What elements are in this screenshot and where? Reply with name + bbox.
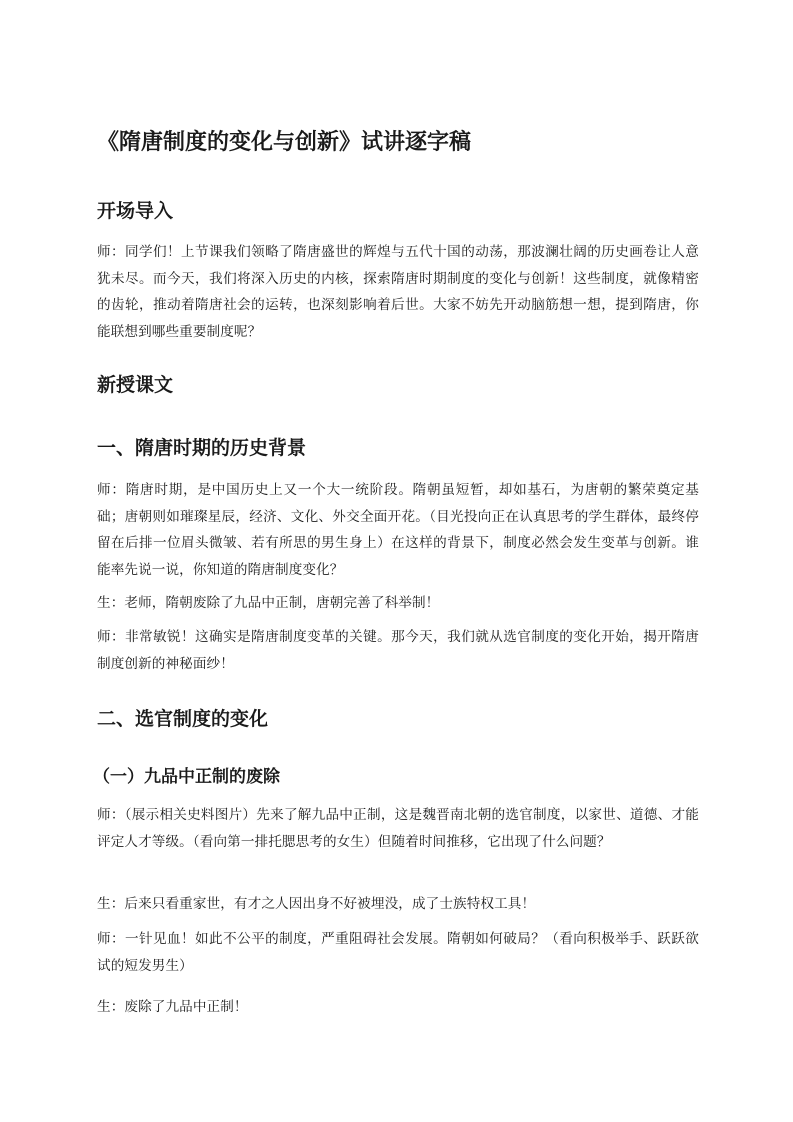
paragraph-s2-teacher-2: 师：一针见血！如此不公平的制度，严重阻碍社会发展。隋朝如何破局？（看向积极举手、跃跃欲试的短发男生） [97,931,699,974]
heading-new-lesson: 新授课文 [97,374,174,396]
paragraph-s1-teacher-1: 师：隋唐时期，是中国历史上又一个大一统阶段。隋朝虽短暂，却如基石，为唐朝的繁荣奠定基础；唐朝则如璀璨星辰，经济、文化、外交全面开花。（目光投向正在认真思考的学生群体，最终停留在后排一位眉头微皱、若有所思的男生身上）在这样的背景下，制度必然会发生变革与创新。谁能率先说一说，你知道的隋唐制度变化？ [97,482,699,578]
paragraph-intro: 师：同学们！上节课我们领略了隋唐盛世的辉煌与五代十国的动荡，那波澜壮阔的历史画卷让人意犹未尽。而今天，我们将深入历史的内核，探索隋唐时期制度的变化与创新！这些制度，就像精密的齿轮，推动着隋唐社会的运转，也深刻影响着后世。大家不妨先开动脑筋想一想，提到隋唐，你能联想到哪些重要制度呢？ [97,244,699,340]
heading-section-1: 一、隋唐时期的历史背景 [97,437,307,459]
paragraph-s2-teacher-1: 师：（展示相关史料图片）先来了解九品中正制，这是魏晋南北朝的选官制度，以家世、道德、才能评定人才等级。（看向第一排托腮思考的女生）但随着时间推移，它出现了什么问题？ [97,807,699,850]
paragraph-s2-student-2: 生：废除了九品中正制！ [97,999,248,1015]
heading-intro: 开场导入 [97,200,174,222]
heading-section-2-1: （一）九品中正制的废除 [93,767,280,787]
paragraph-s1-student-1: 生：老师，隋朝废除了九品中正制，唐朝完善了科举制！ [97,595,440,611]
paragraph-s1-teacher-2: 师：非常敏锐！这确实是隋唐制度变革的关键。那今天，我们就从选官制度的变化开始，揭开隋唐制度创新的神秘面纱！ [97,629,699,672]
document-title: 《隋唐制度的变化与创新》试讲逐字稿 [97,130,472,155]
heading-section-2: 二、选官制度的变化 [97,708,269,730]
paragraph-s2-student-1: 生：后来只看重家世，有才之人因出身不好被埋没，成了士族特权工具！ [97,896,536,912]
